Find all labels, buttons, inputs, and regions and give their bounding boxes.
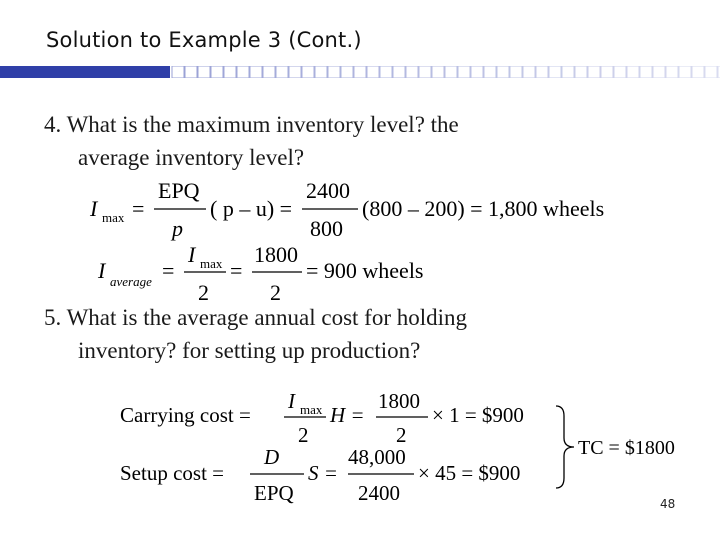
iavg-tail: = 900 wheels <box>306 258 424 283</box>
carrying-frac2-den: 2 <box>396 423 407 447</box>
iavg-frac2-num: 1800 <box>254 242 298 267</box>
carrying-frac1-num-I: I <box>288 389 295 413</box>
slide-title: Solution to Example 3 (Cont.) <box>46 28 362 52</box>
question-4-line-2: average inventory level? <box>78 145 305 170</box>
iavg-equals-1: = <box>162 258 175 283</box>
title-underline-bar <box>0 66 720 78</box>
imax-paren: ( p – u) = <box>210 196 293 221</box>
total-cost: TC = $1800 <box>578 437 675 459</box>
question-4-line-1: 4. What is the maximum inventory level? the <box>44 112 459 137</box>
question-5 <box>44 301 467 367</box>
iavg-frac1-num-I: I <box>188 242 196 267</box>
setup-frac1-den: EPQ <box>254 481 294 505</box>
iavg-frac1-num-sub: max <box>200 256 223 271</box>
setup-label: Setup cost = <box>120 461 225 485</box>
question-4 <box>44 108 459 174</box>
setup-frac2-den: 2400 <box>358 481 400 505</box>
imax-frac2-den: 800 <box>310 216 343 241</box>
iavg-symbol: I <box>98 258 106 283</box>
iavg-subscript: average <box>110 274 152 289</box>
carrying-tail: × 1 = $900 <box>432 403 524 427</box>
carrying-H: H = <box>330 403 365 427</box>
carrying-frac1-num-sub: max <box>300 402 323 417</box>
iavg-equation <box>90 244 470 308</box>
curly-brace <box>552 404 580 490</box>
iavg-equals-2: = <box>230 258 243 283</box>
imax-equation <box>80 176 640 246</box>
carrying-cost-equation <box>120 388 550 446</box>
iavg-frac1-den: 2 <box>198 280 209 305</box>
setup-tail: × 45 = $900 <box>418 461 521 485</box>
carrying-frac1-den: 2 <box>298 423 309 447</box>
imax-frac1-den: p <box>172 216 183 241</box>
question-5-line-1: 5. What is the average annual cost for holding <box>44 305 468 330</box>
imax-frac1-num: EPQ <box>158 178 200 203</box>
setup-S: S = <box>308 461 338 485</box>
imax-tail: (800 – 200) = 1,800 wheels <box>362 196 605 221</box>
carrying-label: Carrying cost = <box>120 403 251 427</box>
setup-cost-equation <box>120 444 550 506</box>
question-5-line-2: inventory? for setting up production? <box>78 338 421 363</box>
imax-frac2-num: 2400 <box>306 178 350 203</box>
imax-subscript: max <box>102 210 125 225</box>
iavg-frac2-den: 2 <box>270 280 281 305</box>
setup-frac1-num: D <box>264 445 280 469</box>
imax-equals: = <box>132 196 145 221</box>
setup-frac2-num: 48,000 <box>348 445 406 469</box>
page-number: 48 <box>660 497 676 511</box>
carrying-frac2-num: 1800 <box>378 389 420 413</box>
imax-symbol: I <box>90 196 98 221</box>
